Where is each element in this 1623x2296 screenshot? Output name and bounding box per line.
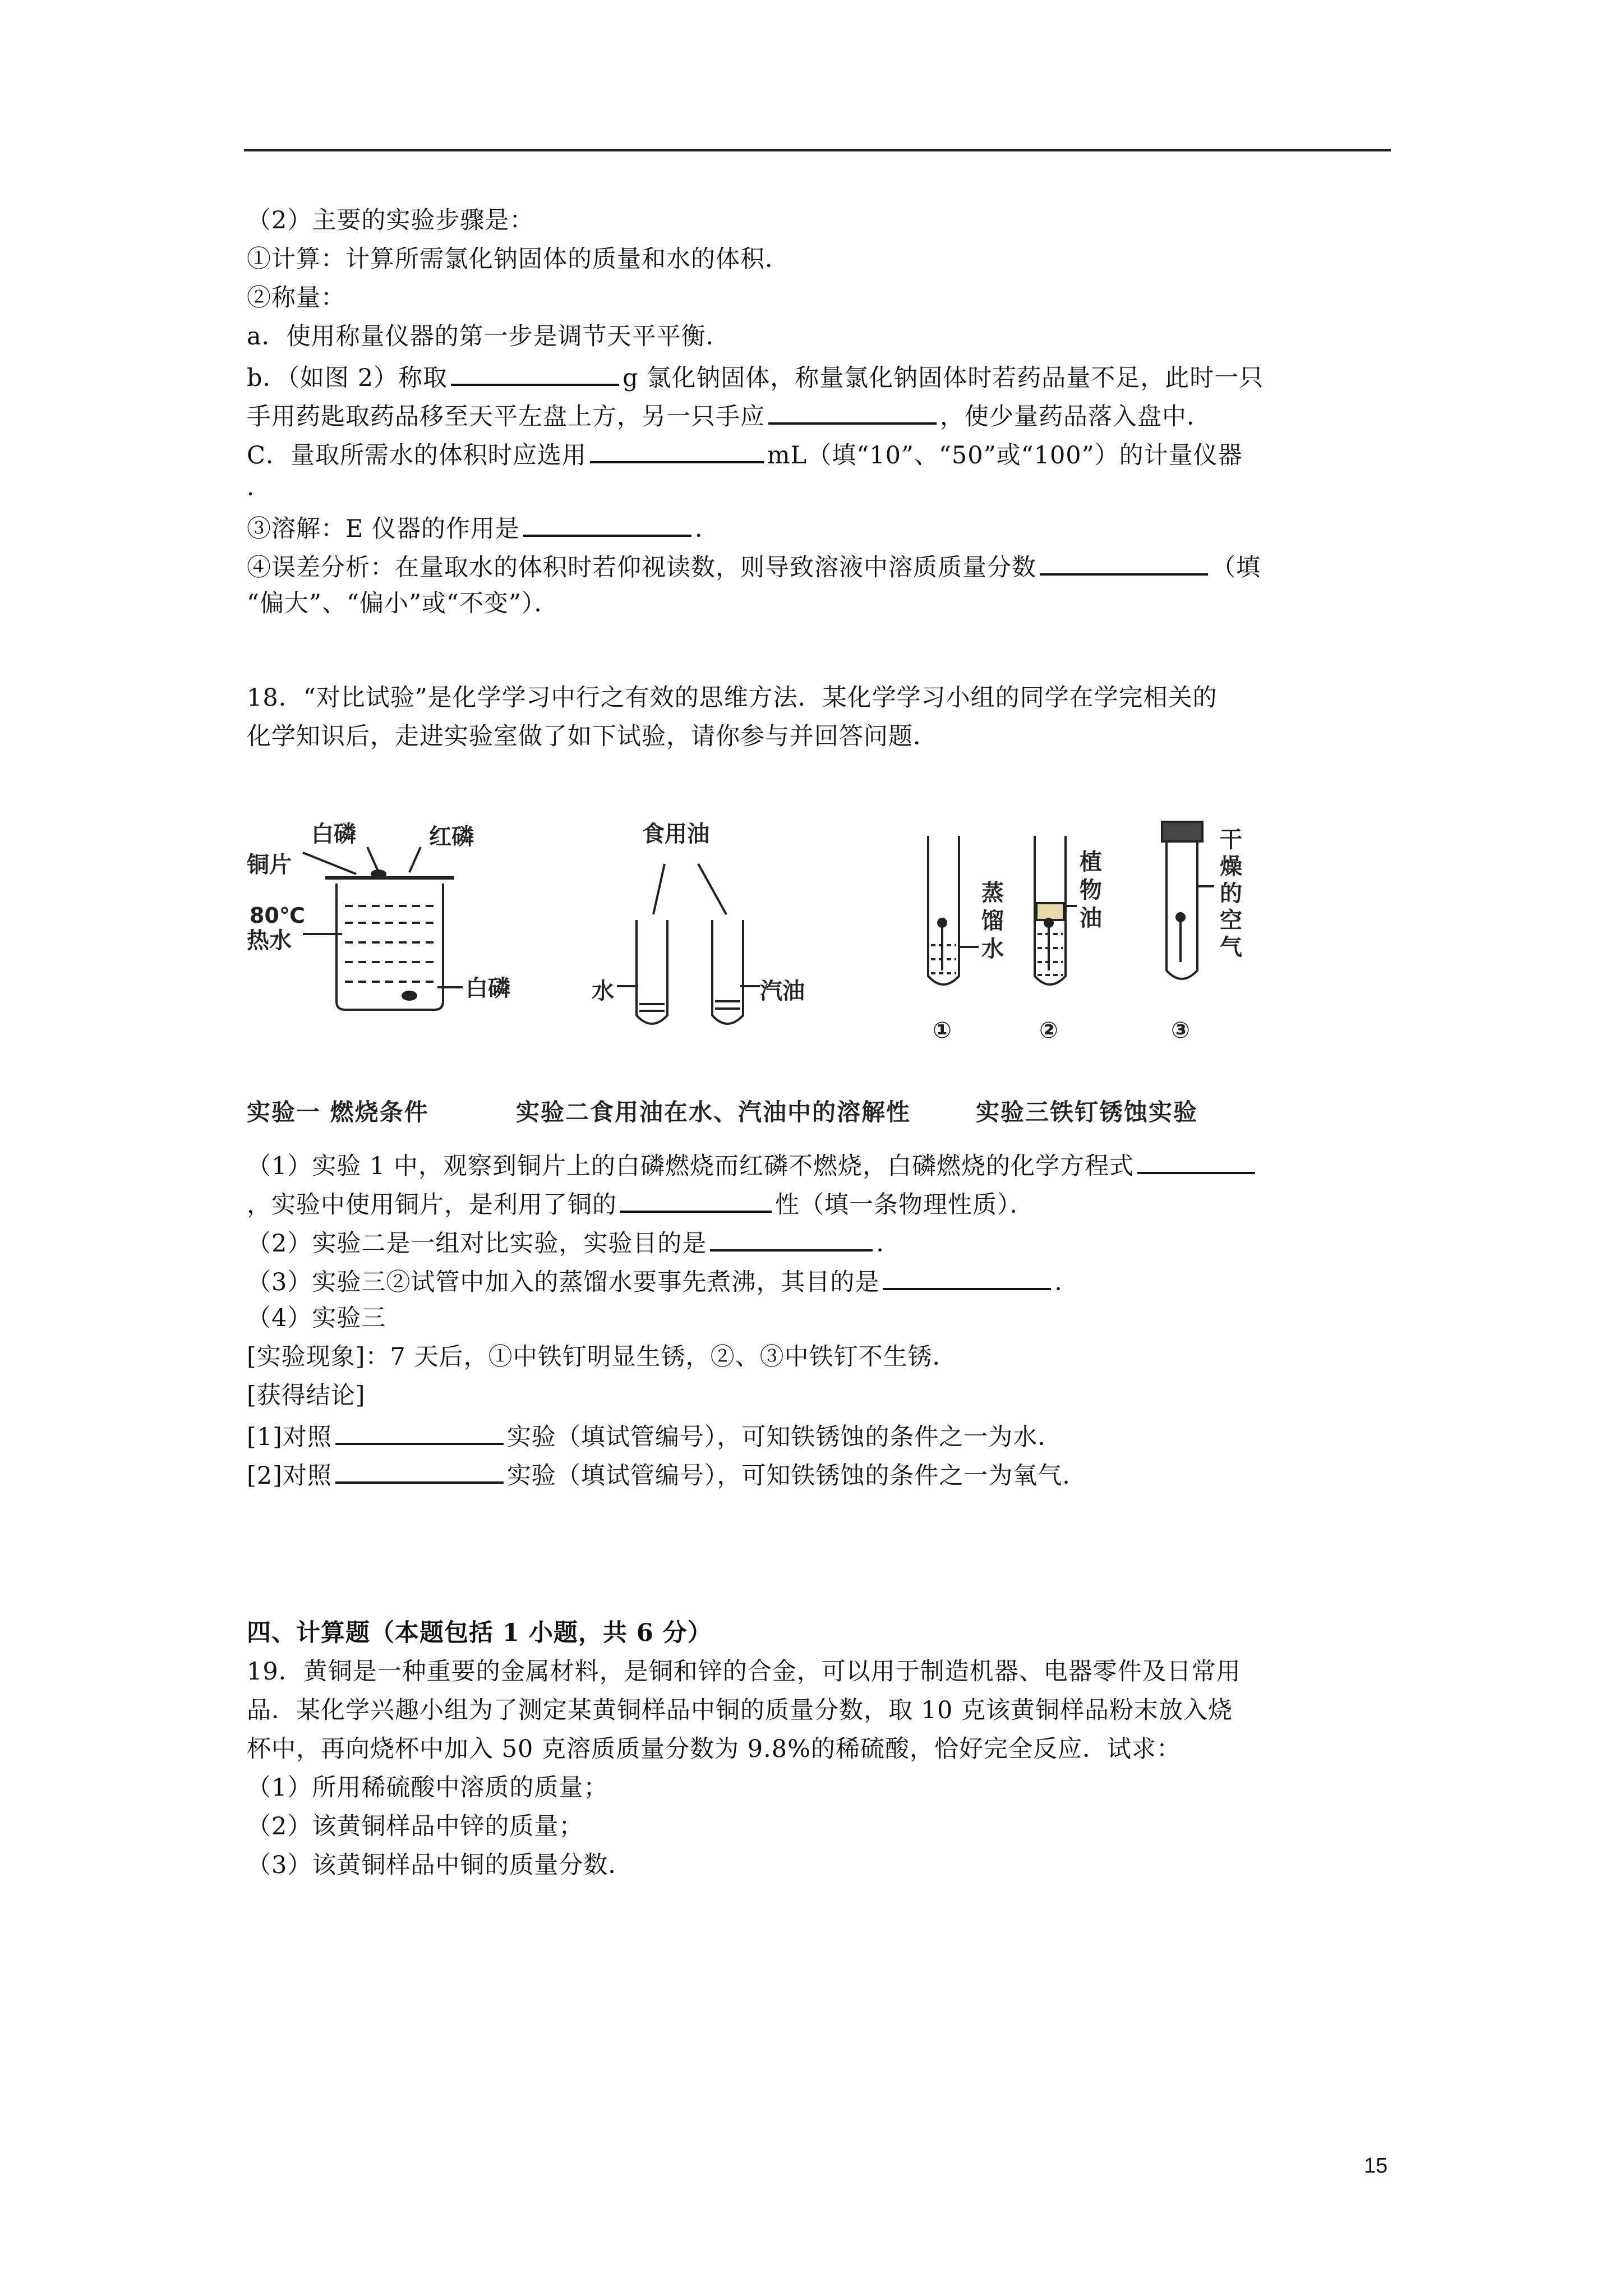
q17-a: a．使用称量仪器的第一步是调节天平平衡．: [247, 323, 731, 351]
answer-blank[interactable]: [523, 510, 691, 537]
caption-exp2: 实验二食用油在水、汽油中的溶解性: [516, 1098, 911, 1126]
section4-heading: 四、计算题（本题包括 1 小题，共 6 分）: [247, 1619, 712, 1647]
q18-intro-2: 化学知识后，走进实验室做了如下试验，请你参与并回答问题．: [247, 723, 938, 751]
q18-p1: [247, 1147, 1258, 1182]
header-rule: [244, 149, 1391, 151]
tube-number-2: ②: [1039, 1018, 1058, 1043]
label-hot-water: 热水: [247, 928, 292, 954]
label-char: 燥: [1220, 854, 1242, 880]
q17-step3-pre: ③溶解：E 仪器的作用是: [247, 515, 520, 543]
exp3-tubes-diagram: [928, 822, 1214, 984]
q18-p2-post: ．: [876, 1230, 901, 1258]
q18-c2: [247, 1457, 1087, 1492]
q18-p2: [247, 1225, 901, 1260]
q17-step4-pre: ④误差分析：在量取水的体积时若仰视读数，则导致溶液中溶质质量分数: [247, 554, 1036, 582]
q17-b2: [247, 398, 1211, 433]
q17-step2: ②称量：: [247, 284, 345, 312]
q18-p1b-post: 性（填一条物理性质）．: [775, 1191, 1035, 1219]
q18-c2-post: 实验（填试管编号），可知铁锈蚀的条件之一为氧气．: [506, 1462, 1087, 1490]
answer-blank[interactable]: [620, 1186, 772, 1213]
q18-p3-post: ．: [1054, 1268, 1080, 1296]
exp3-label-distilled-water: [981, 880, 1004, 962]
q18-c1-post: 实验（填试管编号），可知铁锈蚀的条件之一为水．: [506, 1423, 1063, 1451]
q17-b2-pre: 手用药匙取药品移至天平左盘上方，另一只手应: [247, 403, 765, 431]
q19-sub-1: （1）所用稀硫酸中溶质的质量；: [247, 1774, 608, 1802]
q19-line-2: 品．某化学兴趣小组为了测定某黄铜样品中铜的质量分数，取 10 克该黄铜样品粉末放入烧: [247, 1696, 1233, 1724]
q17-b2-post: ，使少量药品落入盘中．: [940, 403, 1211, 431]
label-water: 水: [592, 978, 614, 1004]
answer-blank[interactable]: [1137, 1147, 1255, 1174]
exp3-label-vegetable-oil: [1080, 849, 1102, 931]
answer-blank[interactable]: [1040, 549, 1208, 576]
experiment-figure: [247, 808, 1324, 1139]
q17-step4-line2: “偏大”、“偏小”或“不变”）．: [247, 590, 559, 618]
q18-c2-pre: [2]对照: [247, 1462, 332, 1490]
q17-steps-intro: （2）主要的实验步骤是：: [247, 206, 534, 234]
label-char: 馏: [981, 908, 1004, 934]
exp1-beaker-diagram: [303, 847, 463, 1010]
label-char: 气: [1220, 935, 1242, 960]
q18-c1-pre: [1]对照: [247, 1423, 332, 1451]
q18-intro-1: 18．“对比试验”是化学学习中行之有效的思维方法．某化学学习小组的同学在学完相关的: [247, 684, 1218, 712]
q17-b-pre: b．（如图 2）称取: [247, 364, 448, 392]
tube-number-3: ③: [1171, 1018, 1190, 1043]
q19-sub-3: （3）该黄铜样品中铜的质量分数．: [247, 1851, 633, 1879]
answer-blank[interactable]: [883, 1263, 1051, 1290]
q19-sub-2: （2）该黄铜样品中锌的质量；: [247, 1812, 584, 1841]
q17-c-post: mL（填“10”、“50”或“100”）的计量仪器: [767, 441, 1243, 470]
page-number: 15: [1364, 2154, 1388, 2178]
label-char: 干: [1220, 827, 1242, 853]
answer-blank[interactable]: [768, 398, 937, 425]
exp3-label-dry-air: [1220, 827, 1242, 960]
caption-exp3: 实验三铁钉锈蚀实验: [976, 1098, 1198, 1126]
tube-number-1: ①: [933, 1018, 952, 1043]
label-char: 的: [1220, 881, 1242, 907]
answer-blank[interactable]: [590, 436, 764, 463]
q17-b-mid: g 氯化钠固体，称量氯化钠固体时若药品量不足，此时一只: [623, 364, 1264, 392]
figure-captions: [247, 1094, 1198, 1128]
answer-blank[interactable]: [451, 359, 619, 386]
q18-p3-pre: （3）实验三②试管中加入的蒸馏水要事先煮沸，其目的是: [247, 1268, 880, 1296]
answer-blank[interactable]: [335, 1418, 504, 1445]
label-char: 水: [981, 936, 1004, 962]
q18-phenomenon: [实验现象]：7 天后，①中铁钉明显生锈，②、③中铁钉不生锈．: [247, 1343, 957, 1371]
q18-c1: [247, 1418, 1062, 1453]
label-white-phosphorus: 白磷: [311, 821, 356, 847]
q19-line-1: 19．黄铜是一种重要的金属材料，是铜和锌的合金，可以用于制造机器、电器零件及日常用: [247, 1658, 1241, 1686]
label-char: 植: [1080, 849, 1102, 875]
caption-exp1: 实验一 燃烧条件: [247, 1098, 429, 1126]
label-char: 物: [1080, 877, 1102, 903]
label-red-phosphorus: 红磷: [429, 824, 474, 850]
q18-p1b-pre: ，实验中使用铜片，是利用了铜的: [247, 1191, 617, 1219]
q17-step1: ①计算：计算所需氯化钠固体的质量和水的体积．: [247, 245, 790, 273]
label-char: 油: [1080, 905, 1102, 931]
q17-step3: [247, 510, 720, 545]
label-copper-plate: 铜片: [247, 852, 292, 878]
exp2-tubes-diagram: [617, 864, 760, 1024]
q18-p1-pre: （1）实验 1 中，观察到铜片上的白磷燃烧而红磷不燃烧，白磷燃烧的化学方程式: [247, 1152, 1135, 1180]
label-gasoline: 汽油: [760, 978, 805, 1004]
q17-c-dot: ．: [247, 473, 271, 501]
q17-c: [247, 436, 1243, 472]
label-char: 蒸: [981, 880, 1004, 906]
q17-c-pre: C．量取所需水的体积时应选用: [247, 441, 587, 470]
q17-b: [247, 359, 1264, 394]
q17-step3-post: ．: [695, 515, 720, 543]
label-white-phosphorus-2: 白磷: [465, 976, 510, 1001]
label-temperature: 80℃: [250, 903, 305, 928]
label-char: 空: [1220, 908, 1242, 933]
q18-p1b: [247, 1186, 1035, 1221]
q18-p2-pre: （2）实验二是一组对比实验，实验目的是: [247, 1230, 707, 1258]
experiment-diagrams: [247, 808, 1324, 1088]
q17-step4-post: （填: [1211, 554, 1261, 582]
q19-line-3: 杯中，再向烧杯中加入 50 克溶质质量分数为 9.8%的稀硫酸，恰好完全反应．试求：: [247, 1735, 1181, 1763]
q18-p3: [247, 1263, 1079, 1299]
q18-p4: （4）实验三: [247, 1304, 386, 1332]
q17-step4: [247, 549, 1261, 584]
answer-blank[interactable]: [710, 1225, 873, 1251]
answer-blank[interactable]: [335, 1457, 504, 1484]
q18-conclusion: [获得结论]: [247, 1382, 366, 1410]
label-edible-oil: 食用油: [642, 821, 709, 847]
